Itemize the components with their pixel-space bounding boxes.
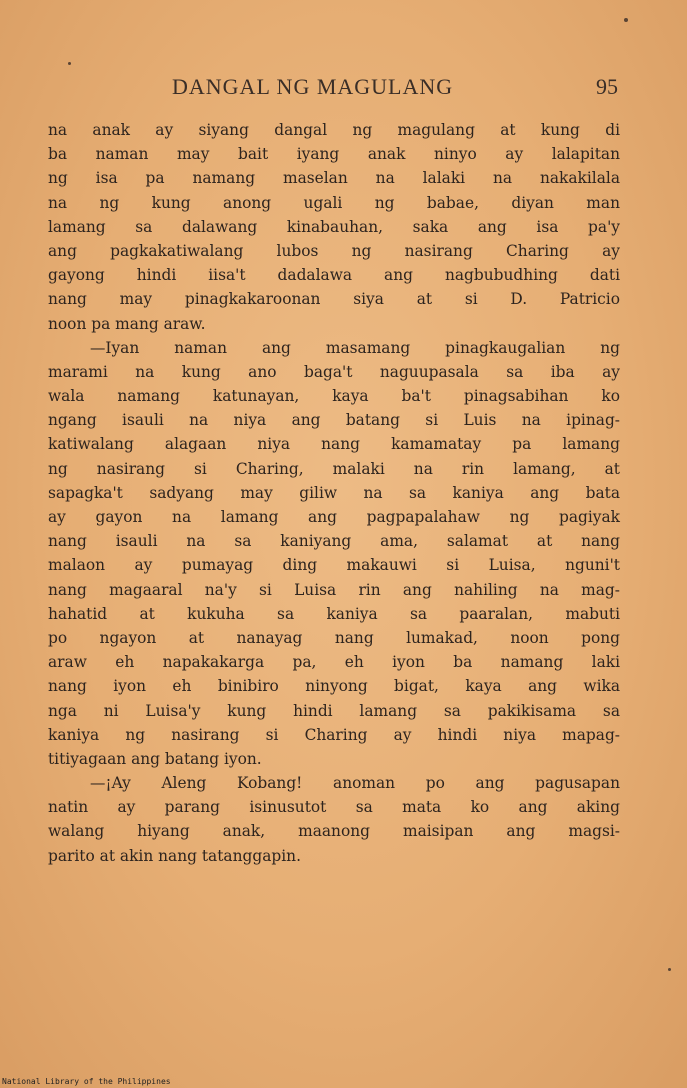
text-line: walang hiyang anak, maanong maisipan ang magsi- (48, 822, 620, 841)
text-line: ng isa pa namang maselan na lalaki na nakakilala (48, 169, 620, 188)
paper-speck (624, 18, 628, 22)
text-line: po ngayon at nanayag nang lumakad, noon pong (48, 628, 620, 647)
paper-speck (668, 968, 671, 971)
page-number: 95 (596, 74, 618, 99)
text-line: ang pagkakatiwalang lubos ng nasirang Charing ay (48, 241, 620, 260)
text-line: ngang isauli na niya ang batang si Luis na ipinag- (48, 411, 620, 430)
text-line: sapagka't sadyang may giliw na sa kaniya ang bata (48, 483, 620, 502)
text-line: kaniya ng nasirang si Charing ay hindi niya mapag- (48, 725, 620, 744)
text-line: wala namang katunayan, kaya ba't pinagsabihan ko (48, 387, 620, 406)
text-line: malaon ay pumayag ding makauwi si Luisa, nguni't (48, 556, 620, 575)
text-line: noon pa mang araw. (48, 314, 206, 333)
text-line: marami na kung ano baga't naguupasala sa iba ay (48, 362, 620, 381)
text-line: nga ni Luisa'y kung hindi lamang sa pakikisama sa (48, 701, 620, 720)
body-text (48, 118, 620, 868)
text-line: nang may pinagkakaroonan siya at si D. Patricio (48, 290, 620, 309)
text-line: gayong hindi iisa't dadalawa ang nagbubudhing dati (48, 266, 620, 285)
text-line: katiwalang alagaan niya nang kamamatay pa lamang (48, 435, 620, 454)
text-line: nang isauli na sa kaniyang ama, salamat at nang (48, 532, 620, 551)
footer-credit: National Library of the Philippines (2, 1077, 171, 1086)
text-line: —Iyan naman ang masamang pinagkaugalian ng (90, 338, 620, 357)
text-line: ba naman may bait iyang anak ninyo ay lalapitan (48, 145, 620, 164)
text-line: —¡Ay Aleng Kobang! anoman po ang pagusapan (90, 774, 620, 793)
paper-speck (68, 62, 71, 65)
text-line: lamang sa dalawang kinabauhan, saka ang isa pa'y (48, 217, 620, 236)
running-title: DANGAL NG MAGULANG (172, 74, 454, 99)
text-line: natin ay parang isinusutot sa mata ko ang aking (48, 798, 620, 817)
text-line: parito at akin nang tatanggapin. (48, 846, 301, 865)
text-line: ng nasirang si Charing, malaki na rin lamang, at (48, 459, 620, 478)
text-line: titiyagaan ang batang iyon. (48, 749, 262, 768)
text-line: na anak ay siyang dangal ng magulang at kung di (48, 121, 620, 139)
text-line: nang magaaral na'y si Luisa rin ang nahiling na mag- (48, 580, 620, 599)
page-header (60, 74, 630, 108)
text-line: nang iyon eh binibiro ninyong bigat, kaya ang wika (48, 677, 620, 696)
text-line: na ng kung anong ugali ng babae, diyan man (48, 193, 620, 212)
text-line: ay gayon na lamang ang pagpapalahaw ng pagiyak (48, 508, 620, 526)
text-line: araw eh napakakarga pa, eh iyon ba namang laki (48, 653, 620, 672)
text-line: hahatid at kukuha sa kaniya sa paaralan, mabuti (48, 604, 620, 623)
